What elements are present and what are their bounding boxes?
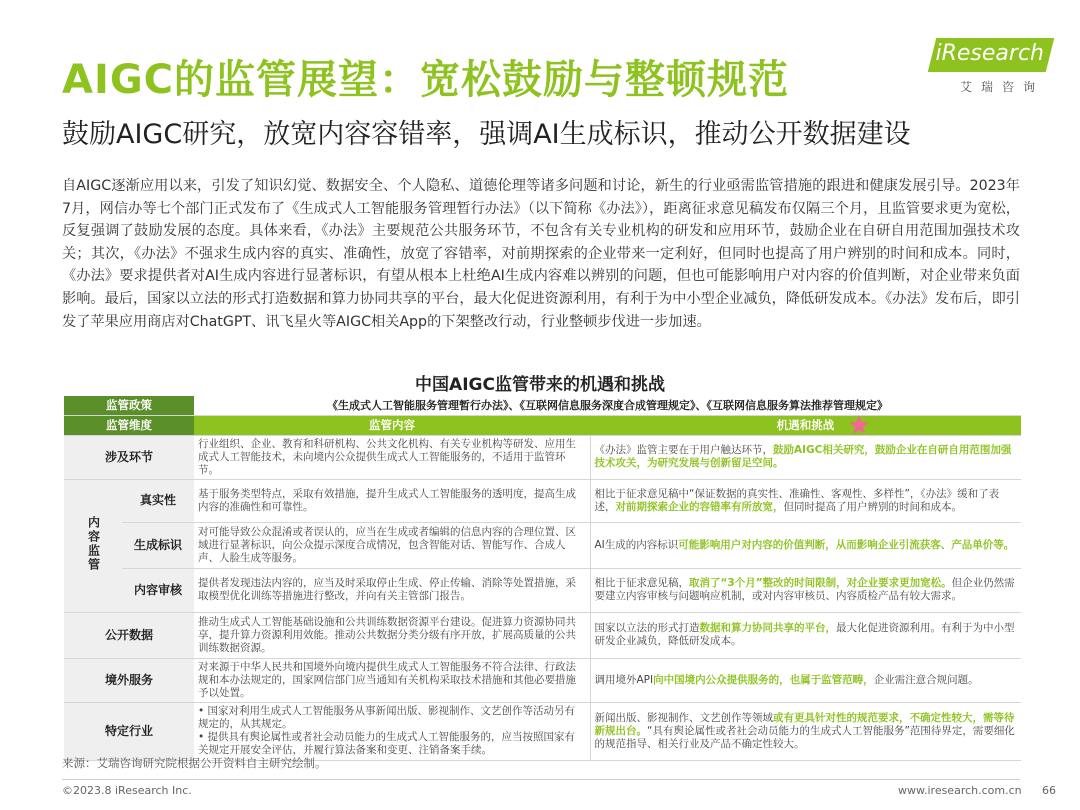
- header-row: [64, 415, 1021, 435]
- page-title: AIGC的监管展望：宽松鼓励与整顿规范: [62, 57, 790, 103]
- row-category: 生成标识: [122, 522, 194, 568]
- logo-subtext: 艾瑞咨询: [959, 80, 1044, 94]
- row-impact: 国家以立法的形式打造数据和算力协同共享的平台，最大化促进资源利用。有利于为中小型研发企业减负，降低研发成本。: [590, 612, 1021, 658]
- impact-header: 机遇和挑战: [590, 415, 1021, 435]
- table-row: [64, 479, 1021, 522]
- page-number: 66: [1042, 784, 1056, 797]
- row-content: 基于服务类型特点，采取有效措施，提升生成式人工智能服务的透明度，提高生成内容的准确性和可靠性。: [194, 479, 590, 522]
- row-category: 涉及环节: [64, 435, 194, 479]
- policy-row: [64, 396, 1021, 415]
- row-impact: AI生成的内容标识可能影响用户对内容的价值判断，从而影响企业引流获客、产品单价等。: [590, 522, 1021, 568]
- row-impact: 相比于征求意见稿，取消了“3个月”整改的时间限制，对企业要求更加宽松。但企业仍然需要建立内容审核与问题响应机制，或对内容审核员、内容质检产品有较大需求。: [590, 568, 1021, 612]
- row-impact: 调用境外API向中国境内公众提供服务的，也属于监管范畴，企业需注意合规问题。: [590, 658, 1021, 702]
- table-row: [64, 522, 1021, 568]
- table-row: [64, 658, 1021, 702]
- regulation-table: [64, 396, 1021, 761]
- row-category: 内容审核: [122, 568, 194, 612]
- row-category: 真实性: [122, 479, 194, 522]
- row-impact: 《办法》监管主要在于用户触达环节，鼓励AIGC相关研究，鼓励企业在自研自用范围加强技术攻关，为研究发展与创新留足空间。: [590, 435, 1021, 479]
- group-label: 内容监管: [64, 479, 122, 612]
- footer-divider: [62, 779, 1020, 780]
- table-title: 中国AIGC监管带来的机遇和挑战: [415, 375, 665, 395]
- table-row: [64, 612, 1021, 658]
- policy-label: 监管政策: [64, 396, 194, 415]
- row-content: 提供者发现违法内容的，应当及时采取停止生成、停止传输、消除等处置措施，采取模型优化训练等措施进行整改，并向有关主管部门报告。: [194, 568, 590, 612]
- row-content: 行业组织、企业、教育和科研机构、公共文化机构、有关专业机构等研发、应用生成式人工智能技术，未向境内公众提供生成式人工智能服务的，不适用于监管环节。: [194, 435, 590, 479]
- content-header: 监管内容: [194, 415, 590, 435]
- row-content: 对可能导致公众混淆或者误认的，应当在生成或者编辑的信息内容的合理位置、区域进行显著标识，向公众提示深度合成情况，包含智能对话、智能写作、合成人声、人脸生成等服务。: [194, 522, 590, 568]
- row-content: • 国家对利用生成式人工智能服务从事新闻出版、影视制作、文艺创作等活动另有规定的，从其规定。 • 提供具有舆论属性或者社会动员能力的生成式人工智能服务的，应当按照国家有关规定开展安全评估，并履行算法备案和变更、注销备案手续。: [194, 702, 590, 760]
- body-paragraph: 自AIGC逐渐应用以来，引发了知识幻觉、数据安全、个人隐私、道德伦理等诸多问题和讨论，新生的行业亟需监管措施的跟进和健康发展引导。2023年7月，网信办等七个部门正式发布了《生成式人工智能服务管理暂行办法》（以下简称《办法》），距离征求意见稿发布仅隔三个月，且监管要求更为宽松，反复强调了鼓励发展的态度。具体来看，《办法》主要规范公共服务环节，不包含有关专业机构的研发和应用环节，鼓励企业在自研自用范围加强技术攻关；其次，《办法》不强求生成内容的真实、准确性，放宽了容错率，对前期探索的企业带来一定利好，但同时也提高了用户辨别的时间和成本。同时，《办法》要求提供者对AI生成内容进行显著标识，有望从根本上杜绝AI生成内容难以辨别的问题，但也可能影响用户对内容的价值判断，对企业带来负面影响。最后，国家以立法的形式打造数据和算力协同共享的平台，最大化促进资源利用，有利于为中小型企业减负，降低研发成本。《办法》发布后，即引发了苹果应用商店对ChatGPT、讯飞星火等AIGC相关App的下架整改行动，行业整顿步伐进一步加速。: [62, 178, 1020, 330]
- star-icon: [848, 414, 870, 436]
- page-subtitle: 鼓励AIGC研究，放宽内容容错率，强调AI生成标识，推动公开数据建设: [62, 119, 911, 150]
- iresearch-logo: [910, 38, 1050, 98]
- table-row: [64, 702, 1021, 760]
- table-row: [64, 568, 1021, 612]
- row-impact: 新闻出版、影视制作、文艺创作等领域或有更具针对性的规范要求，不确定性较大，需等待新规出台。“具有舆论属性或者社会动员能力的生成式人工智能服务”范围待界定，需要细化的规范指导、相关行业及产品不确定性较大。: [590, 702, 1021, 760]
- row-content: 对来源于中华人民共和国境外向境内提供生成式人工智能服务不符合法律、行政法规和本办法规定的，国家网信部门应当通知有关机构采取技术措施和其他必要措施予以处置。: [194, 658, 590, 702]
- row-impact: 相比于征求意见稿中“保证数据的真实性、准确性、客观性、多样性”，《办法》缓和了表述，对前期探索企业的容错率有所放宽，但同时提高了用户辨别的时间和成本。: [590, 479, 1021, 522]
- row-category: 境外服务: [64, 658, 194, 702]
- source-note: 来源：艾瑞咨询研究院根据公开资料自主研究绘制。: [62, 756, 327, 770]
- row-content: 推动生成式人工智能基础设施和公共训练数据资源平台建设。促进算力资源协同共享，提升算力资源利用效能。推动公共数据分类分级有序开放，扩展高质量的公共训练数据资源。: [194, 612, 590, 658]
- copyright: ©2023.8 iResearch Inc.: [62, 784, 192, 797]
- policy-value: 《生成式人工智能服务管理暂行办法》、《互联网信息服务深度合成管理规定》、《互联网信息服务算法推荐管理规定》: [194, 396, 1021, 415]
- row-category: 公开数据: [64, 612, 194, 658]
- table-row: [64, 435, 1021, 479]
- logo-text: iResearch: [935, 41, 1044, 66]
- website-link[interactable]: www.iresearch.com.cn: [898, 784, 1022, 797]
- row-category: 特定行业: [64, 702, 194, 760]
- dimension-header: 监管维度: [64, 415, 194, 435]
